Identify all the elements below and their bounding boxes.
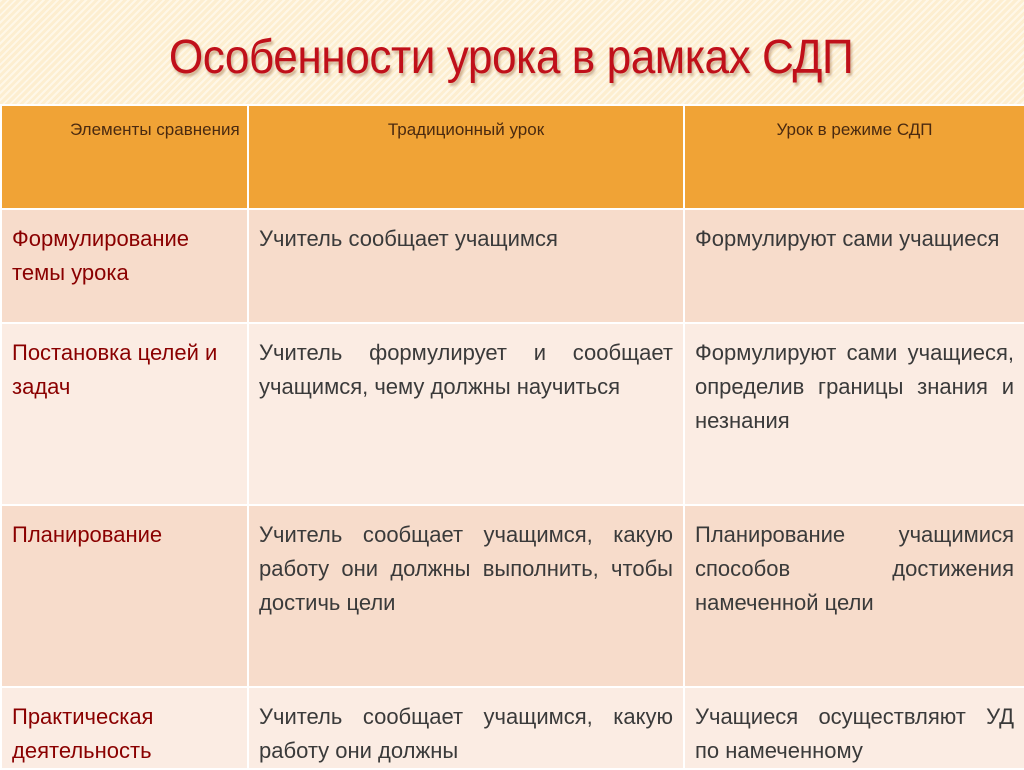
row-sdp: Учащиеся осуществляют УД по намеченному [684,687,1024,769]
table-row [1,323,1024,505]
row-sdp: Формулируют сами учащиеся [684,209,1024,323]
row-sdp: Формулируют сами учащиеся, определив границы знания и незнания [684,323,1024,505]
header-sdp: Урок в режиме СДП [684,105,1024,209]
header-traditional: Традиционный урок [248,105,684,209]
table-header-row [1,105,1024,209]
slide-title: Особенности урока в рамках СДП [168,31,854,84]
row-traditional: Учитель формулирует и сообщает учащимся, чему должны научиться [248,323,684,505]
row-sdp: Планирование учащимися способов достижения намеченной цели [684,505,1024,687]
row-traditional: Учитель сообщает учащимся, какую работу они должны [248,687,684,769]
comparison-table [0,104,1024,770]
row-element: Практическая деятельность [1,687,248,769]
row-traditional: Учитель сообщает учащимся, какую работу они должны выполнить, чтобы достичь цели [248,505,684,687]
table-row [1,209,1024,323]
row-element: Формулирование темы урока [1,209,248,323]
header-elements: Элементы сравнения [1,105,248,209]
table-row [1,687,1024,769]
row-element: Постановка целей и задач [1,323,248,505]
row-element: Планирование [1,505,248,687]
table-row [1,505,1024,687]
row-traditional: Учитель сообщает учащимся [248,209,684,323]
